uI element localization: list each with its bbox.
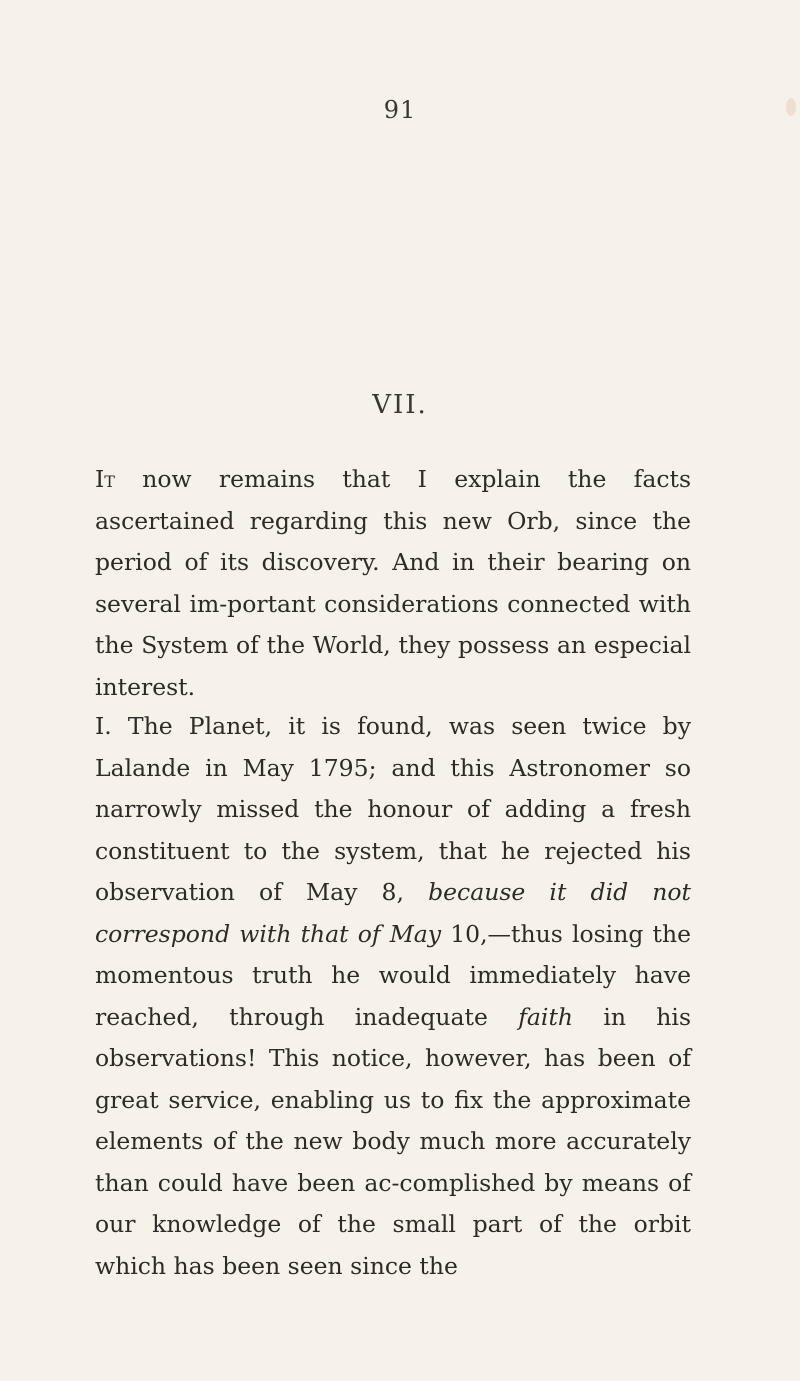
paragraph-1-lead-word: It [95, 465, 115, 493]
paragraph-2-text-2: 10,—thus losing the momentous truth he would immediately have reached, through inadequate [95, 919, 691, 1031]
paragraph-1-text: now remains that I explain the facts ascertained regarding this new Orb, since the period of its discovery. And in their bearing on several im-portant considerations connected with the System of the World, they possess an especial interest. [95, 465, 691, 701]
paragraph-2 [95, 706, 691, 1287]
paragraph-2-italic-1: because it did not correspond with that of May [95, 878, 691, 948]
paragraph-2-italic-2: faith [518, 1002, 574, 1031]
paragraph-2-text-3: in his observations! This notice, however, has been of great service, enabling us to fix the approximate elements of the new body much more accurately than could have been ac-complished by means of our knowledge of the small part of the orbit which has been seen since the [95, 1002, 692, 1280]
section-heading: VII. [372, 390, 428, 420]
paragraph-2-text-1: I. The Planet, it is found, was seen twice by Lalande in May 1795; and this Astronomer so narrowly missed the honour of adding a fresh constituent to the system, that he rejected his observation of May 8, [95, 712, 691, 906]
paragraph-1 [95, 459, 691, 708]
page-number: 91 [383, 96, 417, 124]
